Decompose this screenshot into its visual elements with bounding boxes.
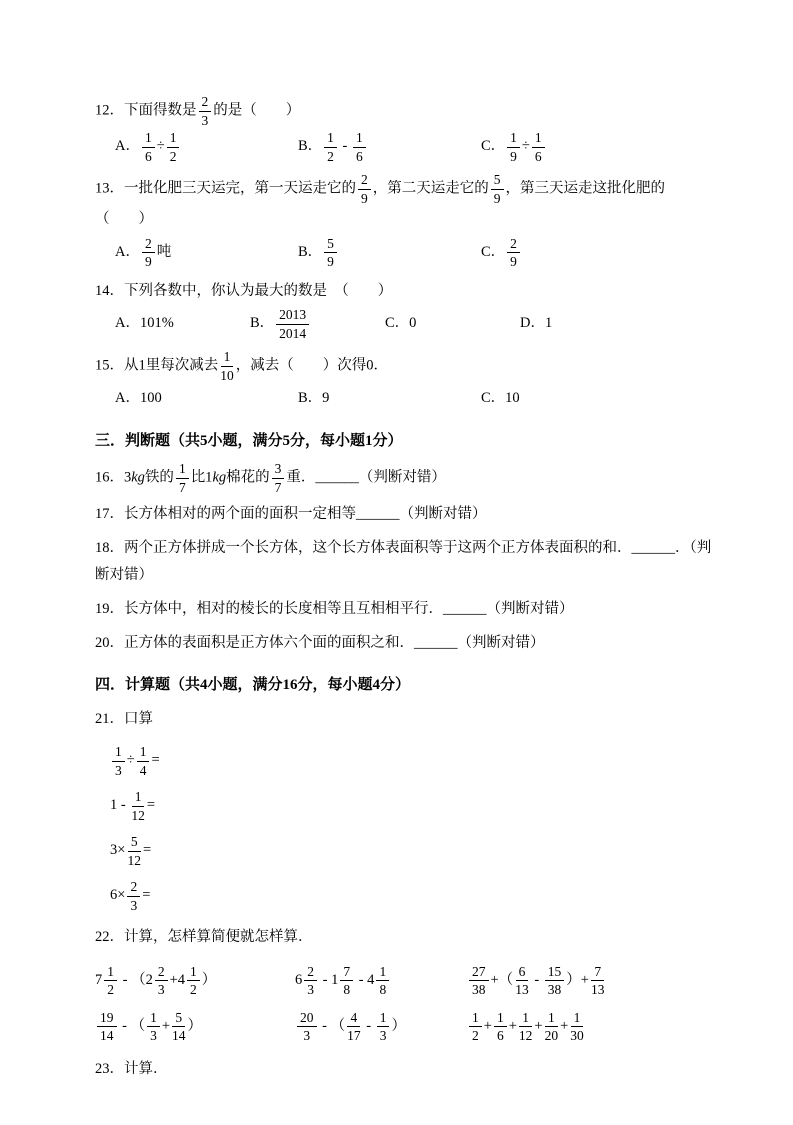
text-run: 20．正方体的表面积是正方体六个面的面积之和．______（判断对错） (95, 634, 545, 651)
option (298, 236, 481, 270)
text-run: 18．两个正方体拼成一个长方体，这个长方体表面积等于这两个正方体表面积的和．______．（判断对错） (95, 539, 712, 584)
fraction-denominator: 3 (115, 762, 122, 778)
fraction-denominator: 14 (172, 1028, 186, 1044)
fraction (142, 236, 155, 270)
text-run: 23．计算． (95, 1060, 168, 1077)
fraction-numerator: 1 (353, 130, 366, 148)
fraction-numerator: 1 (494, 1010, 507, 1028)
fraction (127, 879, 140, 913)
fraction-denominator: 2 (190, 982, 197, 998)
fraction (507, 130, 520, 164)
fraction (570, 1010, 584, 1044)
fraction (220, 349, 234, 383)
fraction-numerator: 1 (147, 1010, 160, 1028)
option (115, 236, 298, 270)
fraction-numerator: 1 (571, 1010, 584, 1028)
fraction (276, 307, 309, 341)
question-21-line-3 (95, 834, 715, 868)
fraction-numerator: 2 (304, 964, 317, 982)
text-run: 3× (110, 842, 126, 859)
expression (95, 964, 295, 998)
fraction (377, 1010, 390, 1044)
fraction (176, 461, 189, 495)
fraction (104, 964, 117, 998)
option (298, 130, 481, 164)
fraction (494, 1010, 507, 1044)
text-run: = (142, 887, 151, 904)
text-run: 吨 (156, 243, 172, 260)
fraction (519, 1010, 533, 1044)
fraction-numerator: 6 (516, 964, 529, 982)
text-run: 6 (295, 972, 303, 989)
question-21-line-4 (95, 879, 715, 913)
fraction-numerator: 1 (176, 461, 189, 479)
fraction (172, 1010, 186, 1044)
fraction (353, 130, 366, 164)
fraction-numerator: 1 (137, 744, 150, 762)
question-15 (95, 349, 715, 383)
fraction (591, 964, 605, 998)
text-run: + (534, 1018, 543, 1035)
text-run: D．1 (520, 315, 553, 332)
fraction-numerator: 1 (142, 130, 155, 148)
fraction-denominator: 2014 (279, 325, 307, 341)
text-run: 19．长方体中，相对的棱长的长度相等且互相相平行．______（判断对错） (95, 601, 574, 617)
text-run: A． (115, 138, 140, 155)
text-run: = (142, 842, 152, 859)
expression (295, 964, 467, 998)
question-13-options (95, 236, 715, 270)
fraction-denominator: 20 (544, 1028, 559, 1044)
question-19 (95, 596, 715, 624)
fraction (304, 964, 317, 998)
text-run: A．100 (115, 390, 162, 407)
fraction-numerator: 1 (545, 1010, 558, 1028)
text-run: 铁的 (144, 469, 174, 486)
fraction-denominator: 2 (169, 148, 177, 164)
text-run: - 1 (319, 972, 339, 989)
fraction-denominator: 13 (515, 982, 529, 998)
fraction-numerator: 4 (347, 1010, 360, 1028)
fraction (469, 964, 489, 998)
fraction-numerator: 2 (155, 964, 168, 982)
text-run: + (560, 1018, 569, 1035)
text-run: ，减去（ ）次得0． (235, 357, 388, 374)
fraction (515, 964, 529, 998)
option (298, 385, 481, 413)
text-run: 1 - (110, 797, 130, 814)
fraction (507, 236, 520, 270)
text-run: ，第三天运走这批化肥的（ ） (95, 180, 665, 228)
fraction-denominator: 3 (201, 112, 209, 128)
text-run: + (483, 1018, 492, 1035)
text-run: 比1 (190, 469, 213, 486)
fraction-denominator: 9 (361, 190, 368, 206)
fraction-denominator: 3 (157, 982, 165, 998)
question-22 (95, 924, 715, 952)
text-run: 21．口算 (95, 710, 153, 727)
text-run: 的是（ ） (213, 102, 301, 119)
fraction-denominator: 38 (472, 982, 486, 998)
fraction (324, 236, 337, 270)
fraction-numerator: 15 (545, 964, 565, 982)
fraction-denominator: 2 (472, 1028, 479, 1044)
fraction (272, 461, 285, 495)
fraction (491, 172, 504, 206)
fraction-numerator: 1 (507, 130, 520, 148)
text-run: ÷ (521, 138, 530, 155)
text-run: B． (298, 138, 323, 155)
fraction-numerator: 1 (167, 130, 180, 148)
fraction-numerator: 2 (127, 879, 140, 897)
fraction-denominator: 8 (343, 982, 351, 998)
text-run: ÷ (126, 752, 135, 769)
fraction-denominator: 3 (130, 897, 138, 913)
text-run: ，第二天运走它的 (372, 180, 489, 197)
question-12 (95, 94, 715, 128)
fraction-denominator: 38 (547, 982, 562, 998)
fraction (199, 94, 212, 128)
question-15-options (95, 385, 715, 413)
question-17 (95, 501, 715, 529)
text-run: + (508, 1018, 517, 1035)
option (250, 307, 385, 341)
fraction-numerator: 1 (324, 130, 337, 148)
question-18 (95, 535, 715, 590)
text-run: C．0 (385, 315, 417, 332)
text-run: ） (391, 1018, 406, 1035)
fraction-numerator: 1 (376, 964, 389, 982)
fraction-denominator: 7 (274, 479, 282, 495)
fraction-numerator: 5 (128, 834, 141, 852)
fraction (347, 1010, 361, 1044)
fraction-numerator: 1 (469, 1010, 482, 1028)
fraction-denominator: 17 (347, 1028, 361, 1044)
text-run: 13．一批化肥三天运完，第一天运走它的 (95, 180, 356, 197)
fraction (142, 130, 155, 164)
option (385, 310, 520, 338)
fraction-numerator: 5 (324, 236, 337, 254)
question-21-line-2 (95, 789, 715, 823)
fraction-denominator: 9 (510, 148, 517, 164)
question-16 (95, 461, 715, 495)
text-run: ）+ (566, 972, 589, 989)
text-run: B．9 (298, 390, 330, 407)
fraction-denominator: 12 (518, 1028, 533, 1044)
text-run: - （ (118, 1018, 146, 1035)
fraction-denominator: 4 (139, 762, 147, 778)
text-run: 15．从1里每次减去 (95, 357, 219, 374)
fraction (376, 964, 389, 998)
fraction (187, 964, 200, 998)
fraction-numerator: 1 (221, 349, 234, 367)
fraction-numerator: 2013 (276, 307, 309, 325)
fraction-denominator: 10 (220, 367, 234, 383)
fraction (532, 130, 545, 164)
text-run: - (362, 1018, 375, 1035)
option (481, 130, 664, 164)
fraction-denominator: 3 (307, 982, 314, 998)
fraction-denominator: 6 (356, 148, 363, 164)
fraction-denominator: 3 (150, 1028, 157, 1044)
expression (295, 1010, 467, 1044)
fraction-numerator: 1 (377, 1010, 390, 1028)
text-run: - （ (318, 1018, 346, 1035)
fraction-denominator: 6 (144, 148, 152, 164)
fraction-denominator: 13 (590, 982, 605, 998)
fraction-numerator: 20 (297, 1010, 317, 1028)
fraction (545, 964, 565, 998)
fraction (131, 789, 145, 823)
fraction-numerator: 5 (491, 172, 504, 190)
fraction-denominator: 9 (144, 254, 152, 270)
fraction-numerator: 1 (104, 964, 117, 982)
question-12-options (95, 130, 715, 164)
fraction-denominator: 9 (510, 254, 517, 270)
fraction (137, 744, 150, 778)
text-run: = (146, 797, 156, 814)
fraction-denominator: 6 (534, 148, 542, 164)
option (115, 130, 298, 164)
text-run: - (530, 972, 543, 989)
section-4-heading: 四．计算题（共4小题，满分16分，每小题4分） (95, 677, 411, 694)
question-13 (95, 172, 715, 234)
section-3-heading: 三．判断题（共5小题，满分5分，每小题1分） (95, 432, 403, 449)
question-14 (95, 278, 715, 306)
expression (467, 1010, 715, 1044)
text-run: B． (298, 243, 323, 260)
text-run: 棉花的 (226, 469, 270, 486)
text-run: C． (481, 243, 506, 260)
option (115, 385, 298, 413)
text-run: kg (131, 469, 145, 486)
fraction (469, 1010, 482, 1044)
text-run: 12．下面得数是 (95, 102, 197, 119)
text-run: 17．长方体相对的两个面的面积一定相等______（判断对错） (95, 506, 487, 523)
fraction-denominator: 12 (131, 807, 145, 823)
option (481, 385, 664, 413)
fraction (358, 172, 371, 206)
fraction-denominator: 2 (327, 148, 334, 164)
fraction-denominator: 3 (303, 1028, 311, 1044)
text-run: C． (481, 138, 506, 155)
fraction-numerator: 3 (272, 461, 285, 479)
question-21 (95, 706, 715, 734)
fraction (297, 1010, 317, 1044)
question-20 (95, 630, 715, 658)
fraction-numerator: 1 (519, 1010, 532, 1028)
fraction-numerator: 2 (199, 94, 212, 112)
text-run: 22．计算，怎样算简便就怎样算． (95, 929, 313, 946)
text-run: 14．下列各数中，你认为最大的数是 （ ） (95, 282, 393, 299)
fraction-denominator: 8 (379, 982, 387, 998)
text-run: + (161, 1018, 171, 1035)
fraction (147, 1010, 160, 1044)
text-run: kg (212, 469, 227, 486)
fraction (127, 834, 141, 868)
fraction-numerator: 2 (142, 236, 155, 254)
text-run: - 4 (355, 972, 375, 989)
fraction (97, 1010, 117, 1044)
fraction (112, 744, 125, 778)
fraction-numerator: 2 (358, 172, 371, 190)
fraction-denominator: 9 (327, 254, 334, 270)
text-run: ） (187, 1018, 203, 1035)
text-run: 7 (95, 972, 103, 989)
text-run: B． (250, 315, 275, 332)
fraction (340, 964, 353, 998)
fraction-denominator: 12 (127, 852, 141, 868)
fraction-denominator: 9 (493, 190, 501, 206)
text-run: ÷ (156, 138, 165, 155)
text-run: 16．3 (95, 469, 132, 486)
text-run: 重．______（判断对错） (286, 469, 446, 486)
fraction-numerator: 7 (340, 964, 353, 982)
expression (467, 964, 715, 998)
fraction-denominator: 14 (100, 1028, 114, 1044)
fraction (545, 1010, 559, 1044)
option (520, 310, 655, 338)
text-run: = (151, 752, 160, 769)
option (481, 236, 664, 270)
text-run: C．10 (481, 390, 520, 407)
fraction (155, 964, 168, 998)
text-run: ） (201, 972, 217, 989)
text-run: - (338, 138, 352, 155)
fraction (167, 130, 180, 164)
fraction-denominator: 30 (570, 1028, 584, 1044)
fraction-denominator: 3 (379, 1028, 387, 1044)
fraction-numerator: 1 (112, 744, 125, 762)
question-22-row-1 (95, 964, 715, 998)
fraction-numerator: 1 (532, 130, 545, 148)
fraction-numerator: 1 (132, 789, 145, 807)
text-run: A． (115, 243, 140, 260)
text-run: 6× (110, 887, 126, 904)
fraction-denominator: 2 (107, 982, 114, 998)
option (115, 310, 250, 338)
text-run: - （2 (119, 972, 153, 989)
fraction-denominator: 7 (178, 479, 186, 495)
text-run: +4 (169, 972, 186, 989)
text-run: +（ (490, 972, 514, 989)
question-22-row-2 (95, 1010, 715, 1044)
fraction-numerator: 7 (591, 964, 604, 982)
fraction-numerator: 19 (97, 1010, 117, 1028)
fraction (324, 130, 337, 164)
fraction-numerator: 5 (172, 1010, 185, 1028)
text-run: A．101% (115, 315, 174, 332)
question-14-options (95, 307, 715, 341)
expression (95, 1010, 295, 1044)
fraction-numerator: 2 (507, 236, 520, 254)
fraction-numerator: 1 (187, 964, 200, 982)
fraction-denominator: 6 (496, 1028, 504, 1044)
question-23 (95, 1056, 715, 1084)
fraction-numerator: 27 (469, 964, 489, 982)
question-21-line-1 (95, 744, 715, 778)
